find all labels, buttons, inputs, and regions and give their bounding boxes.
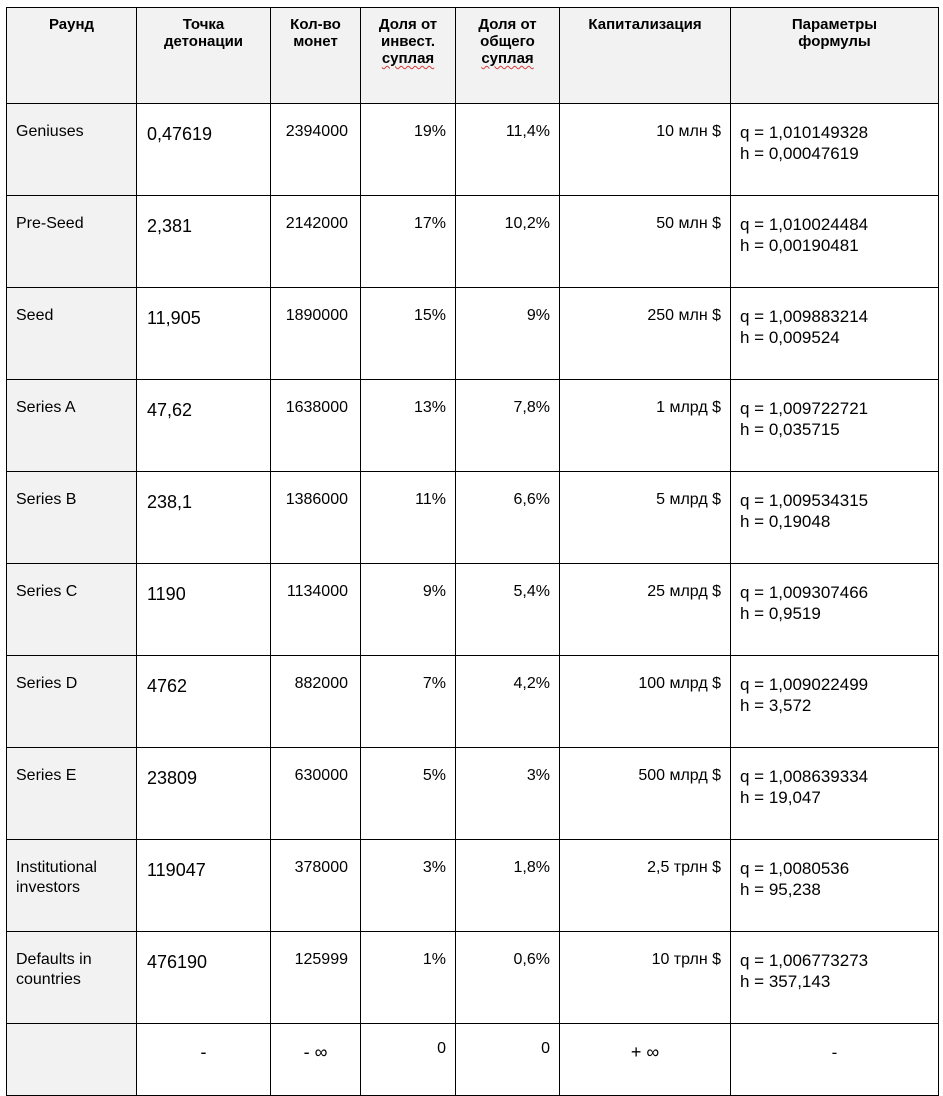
round-cell: Geniuses	[7, 104, 137, 196]
invest-share-cell: 9%	[361, 564, 456, 656]
round-cell: Series C	[7, 564, 137, 656]
header-row	[7, 8, 939, 104]
total-share-cell: 5,4%	[456, 564, 560, 656]
detonation-cell: 476190	[137, 932, 271, 1024]
header-formula: Параметры формулы	[731, 8, 939, 104]
total-share-cell: 10,2%	[456, 196, 560, 288]
coins-cell: 2142000	[271, 196, 361, 288]
header-total-share: Доля от общего суплая	[456, 8, 560, 104]
total-share-cell: 6,6%	[456, 472, 560, 564]
capitalization-cell: 10 трлн $	[560, 932, 731, 1024]
capitalization-cell: 1 млрд $	[560, 380, 731, 472]
coins-cell: 378000	[271, 840, 361, 932]
capitalization-cell: 500 млрд $	[560, 748, 731, 840]
formula-cell: -	[731, 1024, 939, 1096]
coins-cell: 1890000	[271, 288, 361, 380]
detonation-cell: 4762	[137, 656, 271, 748]
capitalization-cell: 250 млн $	[560, 288, 731, 380]
detonation-cell: 2,381	[137, 196, 271, 288]
table-row	[7, 380, 939, 472]
invest-share-cell: 3%	[361, 840, 456, 932]
formula-cell: q = 1,008639334 h = 19,047	[731, 748, 939, 840]
total-share-cell: 4,2%	[456, 656, 560, 748]
formula-cell: q = 1,010024484 h = 0,00190481	[731, 196, 939, 288]
invest-share-cell: 15%	[361, 288, 456, 380]
round-cell: Series A	[7, 380, 137, 472]
invest-share-cell: 7%	[361, 656, 456, 748]
header-detonation: Точка детонации	[137, 8, 271, 104]
invest-share-cell: 19%	[361, 104, 456, 196]
invest-share-cell: 0	[361, 1024, 456, 1096]
table-row-final	[7, 1024, 939, 1096]
detonation-cell: -	[137, 1024, 271, 1096]
coins-cell: 882000	[271, 656, 361, 748]
detonation-cell: 23809	[137, 748, 271, 840]
formula-cell: q = 1,009022499 h = 3,572	[731, 656, 939, 748]
coins-cell: 2394000	[271, 104, 361, 196]
invest-share-cell: 11%	[361, 472, 456, 564]
invest-share-cell: 17%	[361, 196, 456, 288]
coins-cell: - ∞	[271, 1024, 361, 1096]
round-cell: Seed	[7, 288, 137, 380]
total-share-cell: 0,6%	[456, 932, 560, 1024]
detonation-cell: 47,62	[137, 380, 271, 472]
round-cell: Series D	[7, 656, 137, 748]
capitalization-cell: 5 млрд $	[560, 472, 731, 564]
round-cell: Pre-Seed	[7, 196, 137, 288]
formula-cell: q = 1,010149328 h = 0,00047619	[731, 104, 939, 196]
coins-cell: 1638000	[271, 380, 361, 472]
capitalization-cell: 10 млн $	[560, 104, 731, 196]
coins-cell: 125999	[271, 932, 361, 1024]
header-capitalization: Капитализация	[560, 8, 731, 104]
formula-cell: q = 1,009307466 h = 0,9519	[731, 564, 939, 656]
table-row	[7, 656, 939, 748]
formula-cell: q = 1,006773273 h = 357,143	[731, 932, 939, 1024]
header-round: Раунд	[7, 8, 137, 104]
table-row	[7, 472, 939, 564]
round-cell: Series B	[7, 472, 137, 564]
detonation-cell: 1190	[137, 564, 271, 656]
total-share-cell: 0	[456, 1024, 560, 1096]
detonation-cell: 119047	[137, 840, 271, 932]
header-invest-share: Доля от инвест. суплая	[361, 8, 456, 104]
capitalization-cell: 25 млрд $	[560, 564, 731, 656]
capitalization-cell: 100 млрд $	[560, 656, 731, 748]
capitalization-cell: 50 млн $	[560, 196, 731, 288]
formula-cell: q = 1,009883214 h = 0,009524	[731, 288, 939, 380]
rounds-table	[6, 7, 939, 1096]
table-row	[7, 288, 939, 380]
coins-cell: 1134000	[271, 564, 361, 656]
capitalization-cell: + ∞	[560, 1024, 731, 1096]
detonation-cell: 11,905	[137, 288, 271, 380]
detonation-cell: 0,47619	[137, 104, 271, 196]
invest-share-cell: 13%	[361, 380, 456, 472]
round-cell: Institutional investors	[7, 840, 137, 932]
round-cell: Defaults in countries	[7, 932, 137, 1024]
table-row	[7, 932, 939, 1024]
table-row	[7, 564, 939, 656]
coins-cell: 1386000	[271, 472, 361, 564]
round-cell: Series E	[7, 748, 137, 840]
table-row	[7, 104, 939, 196]
total-share-cell: 9%	[456, 288, 560, 380]
table-row	[7, 840, 939, 932]
total-share-cell: 1,8%	[456, 840, 560, 932]
invest-share-cell: 1%	[361, 932, 456, 1024]
header-coins: Кол-во монет	[271, 8, 361, 104]
invest-share-cell: 5%	[361, 748, 456, 840]
round-cell	[7, 1024, 137, 1096]
formula-cell: q = 1,009722721 h = 0,035715	[731, 380, 939, 472]
total-share-cell: 3%	[456, 748, 560, 840]
coins-cell: 630000	[271, 748, 361, 840]
total-share-cell: 7,8%	[456, 380, 560, 472]
detonation-cell: 238,1	[137, 472, 271, 564]
table-row	[7, 196, 939, 288]
table-row	[7, 748, 939, 840]
total-share-cell: 11,4%	[456, 104, 560, 196]
formula-cell: q = 1,0080536 h = 95,238	[731, 840, 939, 932]
capitalization-cell: 2,5 трлн $	[560, 840, 731, 932]
formula-cell: q = 1,009534315 h = 0,19048	[731, 472, 939, 564]
